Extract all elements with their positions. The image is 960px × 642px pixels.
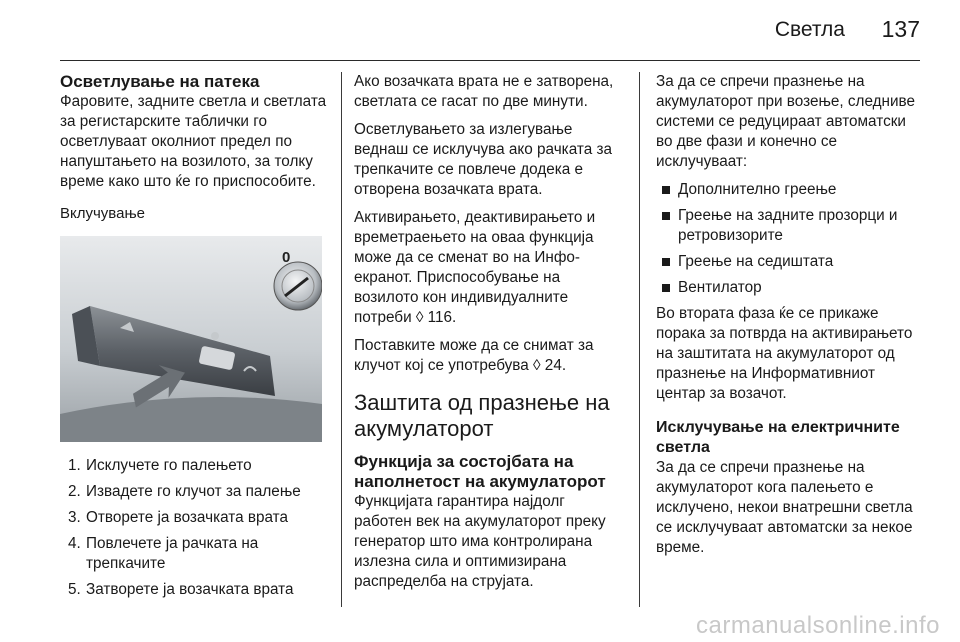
page-number: 137 bbox=[881, 16, 920, 42]
paragraph: Поставките може да се снимат за клучот кој се употребува ◊ 24. bbox=[354, 337, 594, 374]
section-heading-path-lighting: Осветлување на патека bbox=[60, 72, 260, 91]
paragraph: Активирањето, деактивирањето и времетраењето на оваа функција може да се сменат во на Инфо-екранот. Приспособување на возилото кон индивидуалните потреби ◊ 116. bbox=[354, 209, 596, 326]
header-rule bbox=[60, 60, 920, 61]
subheading-activation: Вклучување bbox=[60, 205, 145, 222]
paragraph: Ако возачката врата не е затворена, светлата се гасат по две минути. bbox=[354, 73, 614, 110]
watermark: carmanualsonline.info bbox=[696, 612, 940, 639]
list-item: Вентилатор bbox=[656, 278, 922, 298]
list-item: 2. Извадете го клучот за палење bbox=[68, 483, 301, 500]
column-3 bbox=[656, 72, 922, 566]
page-header bbox=[0, 0, 960, 60]
intro-paragraph: Фаровите, задните светла и светлата за регистарските таблички го осветлуваат околниот предел по напуштањето на возилото, за толку време како што ќе го приспособите. bbox=[60, 93, 327, 190]
list-item: Греење на задните прозорци и ретровизорите bbox=[656, 206, 922, 246]
lever-illustration bbox=[60, 236, 322, 442]
paragraph: Осветлувањето за излегување веднаш се исклучува ако рачката за трепкачите се повлече додека е отворена возачката врата. bbox=[354, 121, 612, 198]
column-divider bbox=[639, 72, 640, 607]
paragraph: Функцијата гарантира најдолг работен век на акумулаторот преку генератор што има контролирана излезна сила и оптимизирана распределба на струјата. bbox=[354, 493, 606, 590]
photo-digit-label: 0 bbox=[282, 249, 291, 266]
section-title: Светла bbox=[774, 18, 845, 41]
steps-list bbox=[60, 456, 330, 600]
paragraph: За да се спречи празнење на акумулаторот кога палењето е исклучено, некои внатрешни светла се исклучуваат автоматски за некое време. bbox=[656, 459, 913, 556]
column-1 bbox=[60, 72, 330, 606]
section-heading-battery-protection: Заштита од празнење на акумулаторот bbox=[354, 390, 610, 441]
list-item: Греење на седиштата bbox=[656, 252, 922, 272]
column-2 bbox=[354, 72, 626, 600]
column-divider bbox=[341, 72, 342, 607]
subheading-battery-charge-function: Функција за состојбата на наполнетост на акумулаторот bbox=[354, 452, 606, 491]
bullet-list bbox=[656, 180, 922, 298]
paragraph: Во втората фаза ќе се прикаже порака за потврда на активирањето на заштитата на акумулаторот од празнење на Информативниот центар за возачот. bbox=[656, 305, 913, 402]
turn-signal-lever-photo bbox=[60, 236, 322, 442]
list-item: 3. Отворете ја возачката врата bbox=[68, 509, 289, 526]
list-item: 1. Исклучете го палењето bbox=[68, 457, 252, 474]
paragraph: За да се спречи празнење на акумулаторот при возење, следниве системи се редуцираат автоматски во две фази и конечно се исклучуваат: bbox=[656, 73, 916, 170]
section-heading-light-switch-off: Исклучување на електричните светла bbox=[656, 419, 900, 456]
list-item: 5. Затворете ја возачката врата bbox=[68, 581, 294, 598]
list-item: Дополнително греење bbox=[656, 180, 922, 200]
list-item: 4. Повлечете ја рачката на трепкачите bbox=[68, 535, 259, 572]
